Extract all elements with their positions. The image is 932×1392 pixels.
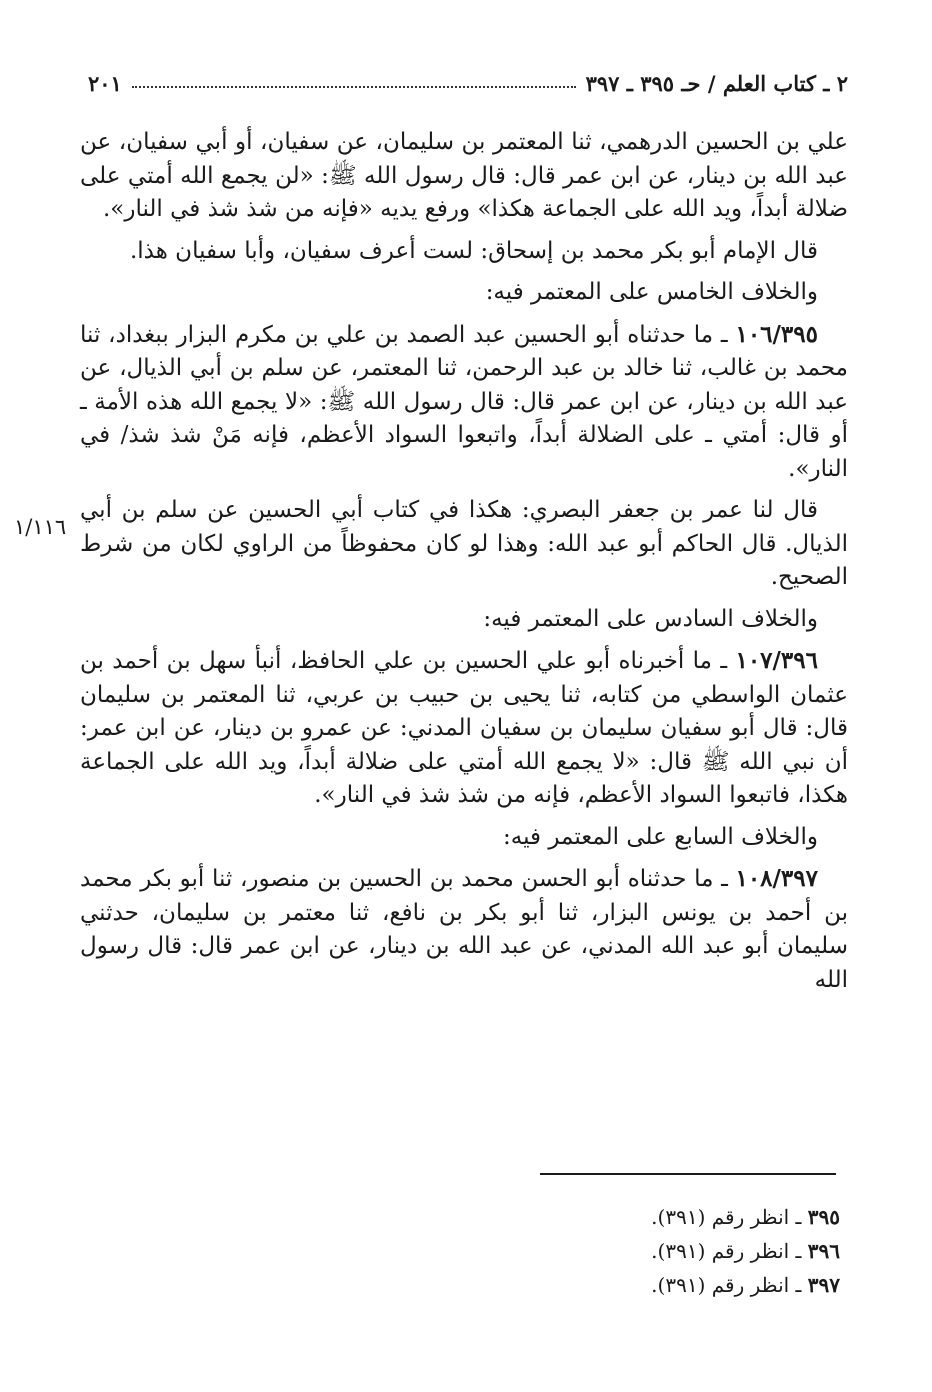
hadith-paragraph: ١٠٨/٣٩٧ ـ ما حدثناه أبو الحسن محمد بن الحسين بن منصور، ثنا أبو بكر محمد بن أحمد بن يونس البزار، ثنا أبو بكر بن نافع، ثنا معتمر بن سليمان، حدثني سليمان أبو عبد الله المدني، عن عبد الله بن دينار، عن ابن عمر قال: قال رسول الله bbox=[80, 865, 848, 993]
footnote-divider bbox=[540, 1173, 836, 1175]
footnote-number: ٣٩٥ bbox=[807, 1205, 840, 1229]
hadith-number: ١٠٧/٣٩٦ bbox=[735, 647, 818, 674]
section-heading: والخلاف السادس على المعتمر فيه: bbox=[483, 605, 818, 632]
section-heading: والخلاف السابع على المعتمر فيه: bbox=[503, 823, 818, 850]
hadith-number: ١٠٨/٣٩٧ bbox=[735, 865, 818, 892]
header-dot-leader bbox=[132, 86, 576, 88]
footnote-number: ٣٩٧ bbox=[807, 1273, 840, 1297]
section-heading: والخلاف الخامس على المعتمر فيه: bbox=[485, 279, 818, 305]
header-title: ٢ ـ كتاب العلم / حـ ٣٩٥ ـ ٣٩٧ bbox=[585, 70, 848, 96]
page-number: ٢٠١ bbox=[88, 70, 122, 96]
paragraph: قال لنا عمر بن جعفر البصري: هكذا في كتاب أبي الحسين عن سلم بن أبي الذيال. قال الحاكم أبو عبد الله: وهذا لو كان محفوظاً من الراوي لكان من شرط الصحيح. bbox=[80, 497, 848, 590]
main-text bbox=[80, 126, 848, 1005]
hadith-paragraph: ١٠٧/٣٩٦ ـ ما أخبرناه أبو علي الحسين بن علي الحافظ، أنبأ سهل بن أحمد بن عثمان الواسطي من كتابه، ثنا يحيى بن حبيب بن عربي، ثنا المعتمر بن سليمان قال: قال أبو سفيان سليمان بن سفيان المدني: عن عمرو بن دينار، عن ابن عمر: أن نبي الله ﷺ قال: «لا يجمع الله أمتي على ضلالة أبداً، ويد الله على الجماعة هكذا، فاتبعوا السواد الأعظم، فإنه من شذ شذ في النار». bbox=[80, 647, 848, 808]
paragraph: علي بن الحسين الدرهمي، ثنا المعتمر بن سليمان، عن سفيان، أو أبي سفيان، عن عبد الله بن دينار، عن ابن عمر قال: قال رسول الله ﷺ: «لن يجمع الله أمتي على ضلالة أبداً، ويد الله على الجماعة هكذا» ورفع يديه «فإنه من شذ شذ في النار». bbox=[80, 129, 848, 222]
footnote-number: ٣٩٦ bbox=[807, 1239, 840, 1263]
margin-reference: ١/١١٦ bbox=[14, 515, 67, 539]
hadith-number: ١٠٦/٣٩٥ bbox=[735, 320, 818, 348]
footnote: ٣٩٦ ـ انظر رقم (٣٩١). bbox=[651, 1239, 840, 1263]
hadith-paragraph: ١٠٦/٣٩٥ ـ ما حدثناه أبو الحسين عبد الصمد بن علي بن مكرم البزار ببغداد، ثنا محمد بن غالب، ثنا خالد بن عبد الرحمن، ثنا المعتمر، عن سلم بن أبي الذيال، عن عبد الله بن دينار، عن ابن عمر قال: قال رسول الله ﷺ: «لا يجمع الله هذه الأمة ـ أو قال: أمتي ـ على الضلالة أبداً، واتبعوا السواد الأعظم، فإنه مَنْ شذ شذ/ في النار». bbox=[80, 320, 848, 482]
footnote: ٣٩٥ ـ انظر رقم (٣٩١). bbox=[651, 1205, 840, 1229]
footnotes bbox=[500, 1200, 840, 1302]
footnote: ٣٩٧ ـ انظر رقم (٣٩١). bbox=[651, 1273, 840, 1297]
paragraph: قال الإمام أبو بكر محمد بن إسحاق: لست أعرف سفيان، وأبا سفيان هذا. bbox=[129, 237, 818, 264]
running-header bbox=[88, 66, 848, 100]
